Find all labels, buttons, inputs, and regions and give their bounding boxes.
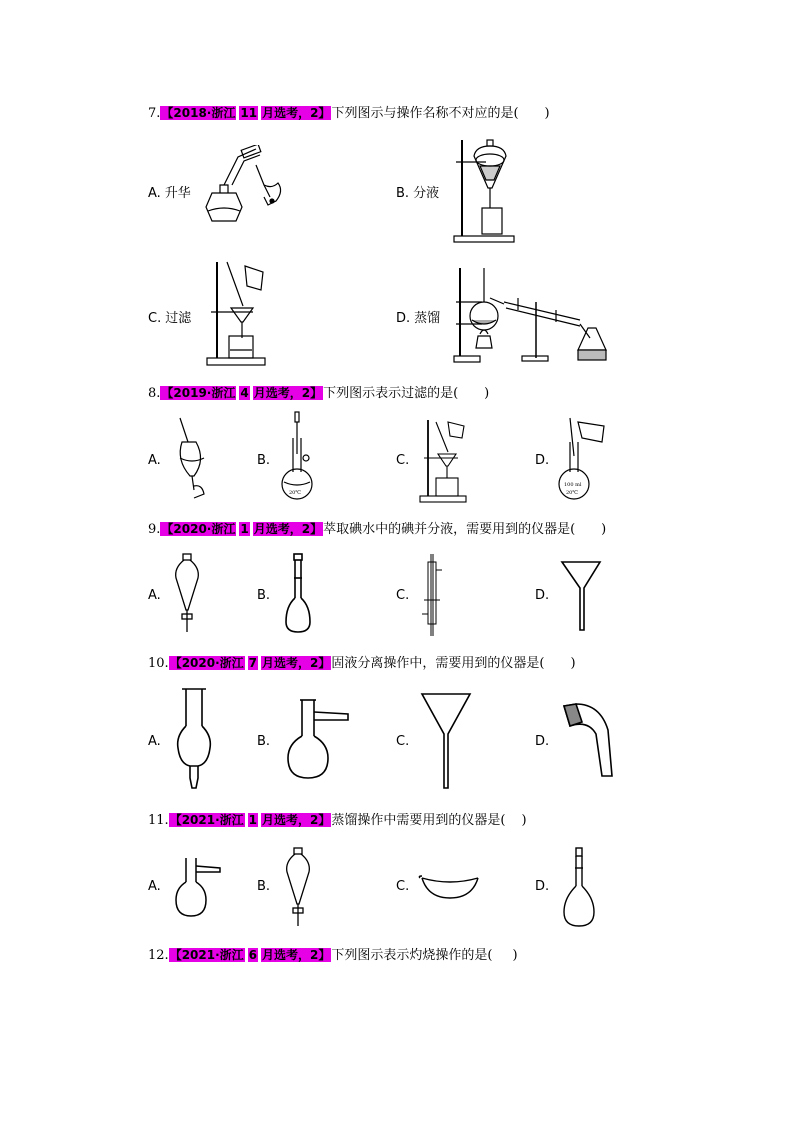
answer-bracket-close: ) — [601, 522, 607, 537]
q9-option-a — [148, 588, 161, 603]
q9-option-d — [535, 588, 549, 603]
source-tag-tail: 月选考，2】 — [262, 813, 331, 827]
q8-option-c — [396, 453, 409, 468]
option-letter: B. — [257, 588, 271, 603]
q9-option-b — [257, 588, 270, 603]
answer-bracket-close: ) — [570, 656, 576, 671]
distillation-flask-small-figure — [174, 856, 222, 918]
question-number: 10. — [148, 656, 169, 671]
svg-text:20℃: 20℃ — [566, 490, 578, 496]
source-tag-month: 6 — [248, 948, 258, 962]
source-tag: 【2020·浙江 — [161, 522, 236, 536]
option-letter: D. — [535, 588, 550, 603]
distillation-flask-figure — [286, 698, 350, 782]
svg-text:20℃: 20℃ — [289, 490, 301, 496]
question-number: 11. — [148, 813, 169, 828]
option-letter: B. — [257, 879, 271, 894]
q11-option-c — [396, 879, 409, 894]
question-text: 下列图示表示过滤的是( — [323, 386, 459, 401]
source-tag: 【2018·浙江 — [161, 106, 236, 120]
q10-option-a — [148, 734, 161, 749]
option-letter: A. — [148, 879, 161, 894]
question-7-stem — [148, 104, 550, 123]
volumetric-flask-figure — [282, 552, 316, 636]
funnel-large-figure — [420, 692, 474, 790]
q11-option-a — [148, 879, 161, 894]
option-letter: B. — [257, 734, 271, 749]
source-tag-month: 4 — [240, 386, 249, 400]
option-text: 升华 — [164, 186, 191, 201]
answer-bracket-close: ) — [544, 106, 550, 121]
source-tag-tail: 月选考，2】 — [262, 948, 331, 962]
shaking-separatory-funnel-figure — [172, 414, 212, 500]
source-tag-tail: 月选考，2】 — [253, 386, 323, 400]
question-11-stem — [148, 811, 527, 830]
answer-bracket-close: ) — [512, 948, 518, 963]
volumetric-flask-pouring-figure — [556, 416, 610, 502]
source-tag-month: 7 — [248, 656, 258, 670]
q8-option-b — [257, 453, 270, 468]
option-letter: C. — [396, 734, 410, 749]
q7-option-a — [148, 182, 191, 201]
option-letter: D. — [535, 734, 550, 749]
question-text: 固液分离操作中，需要用到的仪器是( — [331, 656, 545, 671]
source-tag-tail: 月选考，2】 — [262, 106, 331, 120]
q10-option-b — [257, 734, 270, 749]
option-letter: D. — [535, 453, 550, 468]
source-tag-tail: 月选考，2】 — [262, 656, 331, 670]
source-tag-month: 1 — [240, 522, 249, 536]
option-letter: C. — [396, 453, 410, 468]
bent-tube-figure — [560, 700, 620, 780]
q8-option-d — [535, 453, 549, 468]
q8-option-a — [148, 453, 161, 468]
source-tag: 【2021·浙江 — [169, 948, 244, 962]
option-letter: A. — [148, 588, 161, 603]
q10-option-c — [396, 734, 409, 749]
separatory-funnel-setup-figure — [452, 136, 517, 244]
option-letter: D. — [396, 311, 411, 326]
distillation-setup-figure — [452, 262, 612, 366]
q10-option-d — [535, 734, 549, 749]
option-letter: D. — [535, 879, 550, 894]
q11-option-d — [535, 879, 549, 894]
option-letter: B. — [257, 453, 271, 468]
evaporating-dish-figure — [418, 872, 482, 902]
answer-bracket-close: ) — [521, 813, 527, 828]
question-text: 下列图示与操作名称不对应的是( — [331, 106, 519, 121]
option-text: 蒸馏 — [414, 311, 441, 326]
question-number: 9. — [148, 522, 161, 537]
option-text: 分液 — [413, 186, 440, 201]
svg-text:100 ml: 100 ml — [564, 482, 582, 488]
question-12-stem — [148, 946, 518, 965]
sublimation-apparatus-figure — [198, 145, 293, 225]
option-letter: C. — [396, 879, 410, 894]
source-tag: 【2020·浙江 — [169, 656, 244, 670]
filtration-setup-figure — [205, 258, 273, 368]
source-tag: 【2019·浙江 — [161, 386, 236, 400]
option-letter: A. — [148, 734, 161, 749]
q11-option-b — [257, 879, 270, 894]
source-tag-month: 1 — [248, 813, 258, 827]
q7-option-b — [396, 182, 439, 201]
option-text: 过滤 — [165, 311, 192, 326]
question-text: 下列图示表示灼烧操作的是( — [331, 948, 493, 963]
answer-bracket-close: ) — [484, 386, 490, 401]
option-letter: A. — [148, 453, 161, 468]
question-10-stem — [148, 654, 576, 673]
volumetric-flask-dropper-figure — [280, 410, 316, 502]
option-letter: C. — [148, 311, 162, 326]
question-number: 8. — [148, 386, 161, 401]
option-letter: C. — [396, 588, 410, 603]
funnel-figure — [560, 560, 604, 632]
question-number: 7. — [148, 106, 161, 121]
volumetric-flask-small-figure — [560, 846, 600, 928]
question-text: 萃取碘水中的碘并分液，需要用到的仪器是( — [323, 522, 576, 537]
source-tag: 【2021·浙江 — [169, 813, 244, 827]
condenser-figure — [420, 552, 444, 638]
q7-option-d — [396, 307, 440, 326]
drying-bulb-tube-figure — [174, 686, 214, 790]
filtration-setup-small-figure — [418, 418, 474, 504]
question-8-stem — [148, 384, 489, 403]
separatory-funnel-small-figure — [283, 846, 313, 928]
question-9-stem — [148, 520, 606, 539]
separatory-funnel-figure — [172, 552, 202, 634]
option-letter: B. — [396, 186, 410, 201]
q7-option-c — [148, 307, 191, 326]
source-tag-tail: 月选考，2】 — [253, 522, 323, 536]
question-text: 蒸馏操作中需要用到的仪器是( — [331, 813, 506, 828]
source-tag-month: 11 — [240, 106, 258, 120]
q9-option-c — [396, 588, 409, 603]
option-letter: A. — [148, 186, 161, 201]
question-number: 12. — [148, 948, 169, 963]
